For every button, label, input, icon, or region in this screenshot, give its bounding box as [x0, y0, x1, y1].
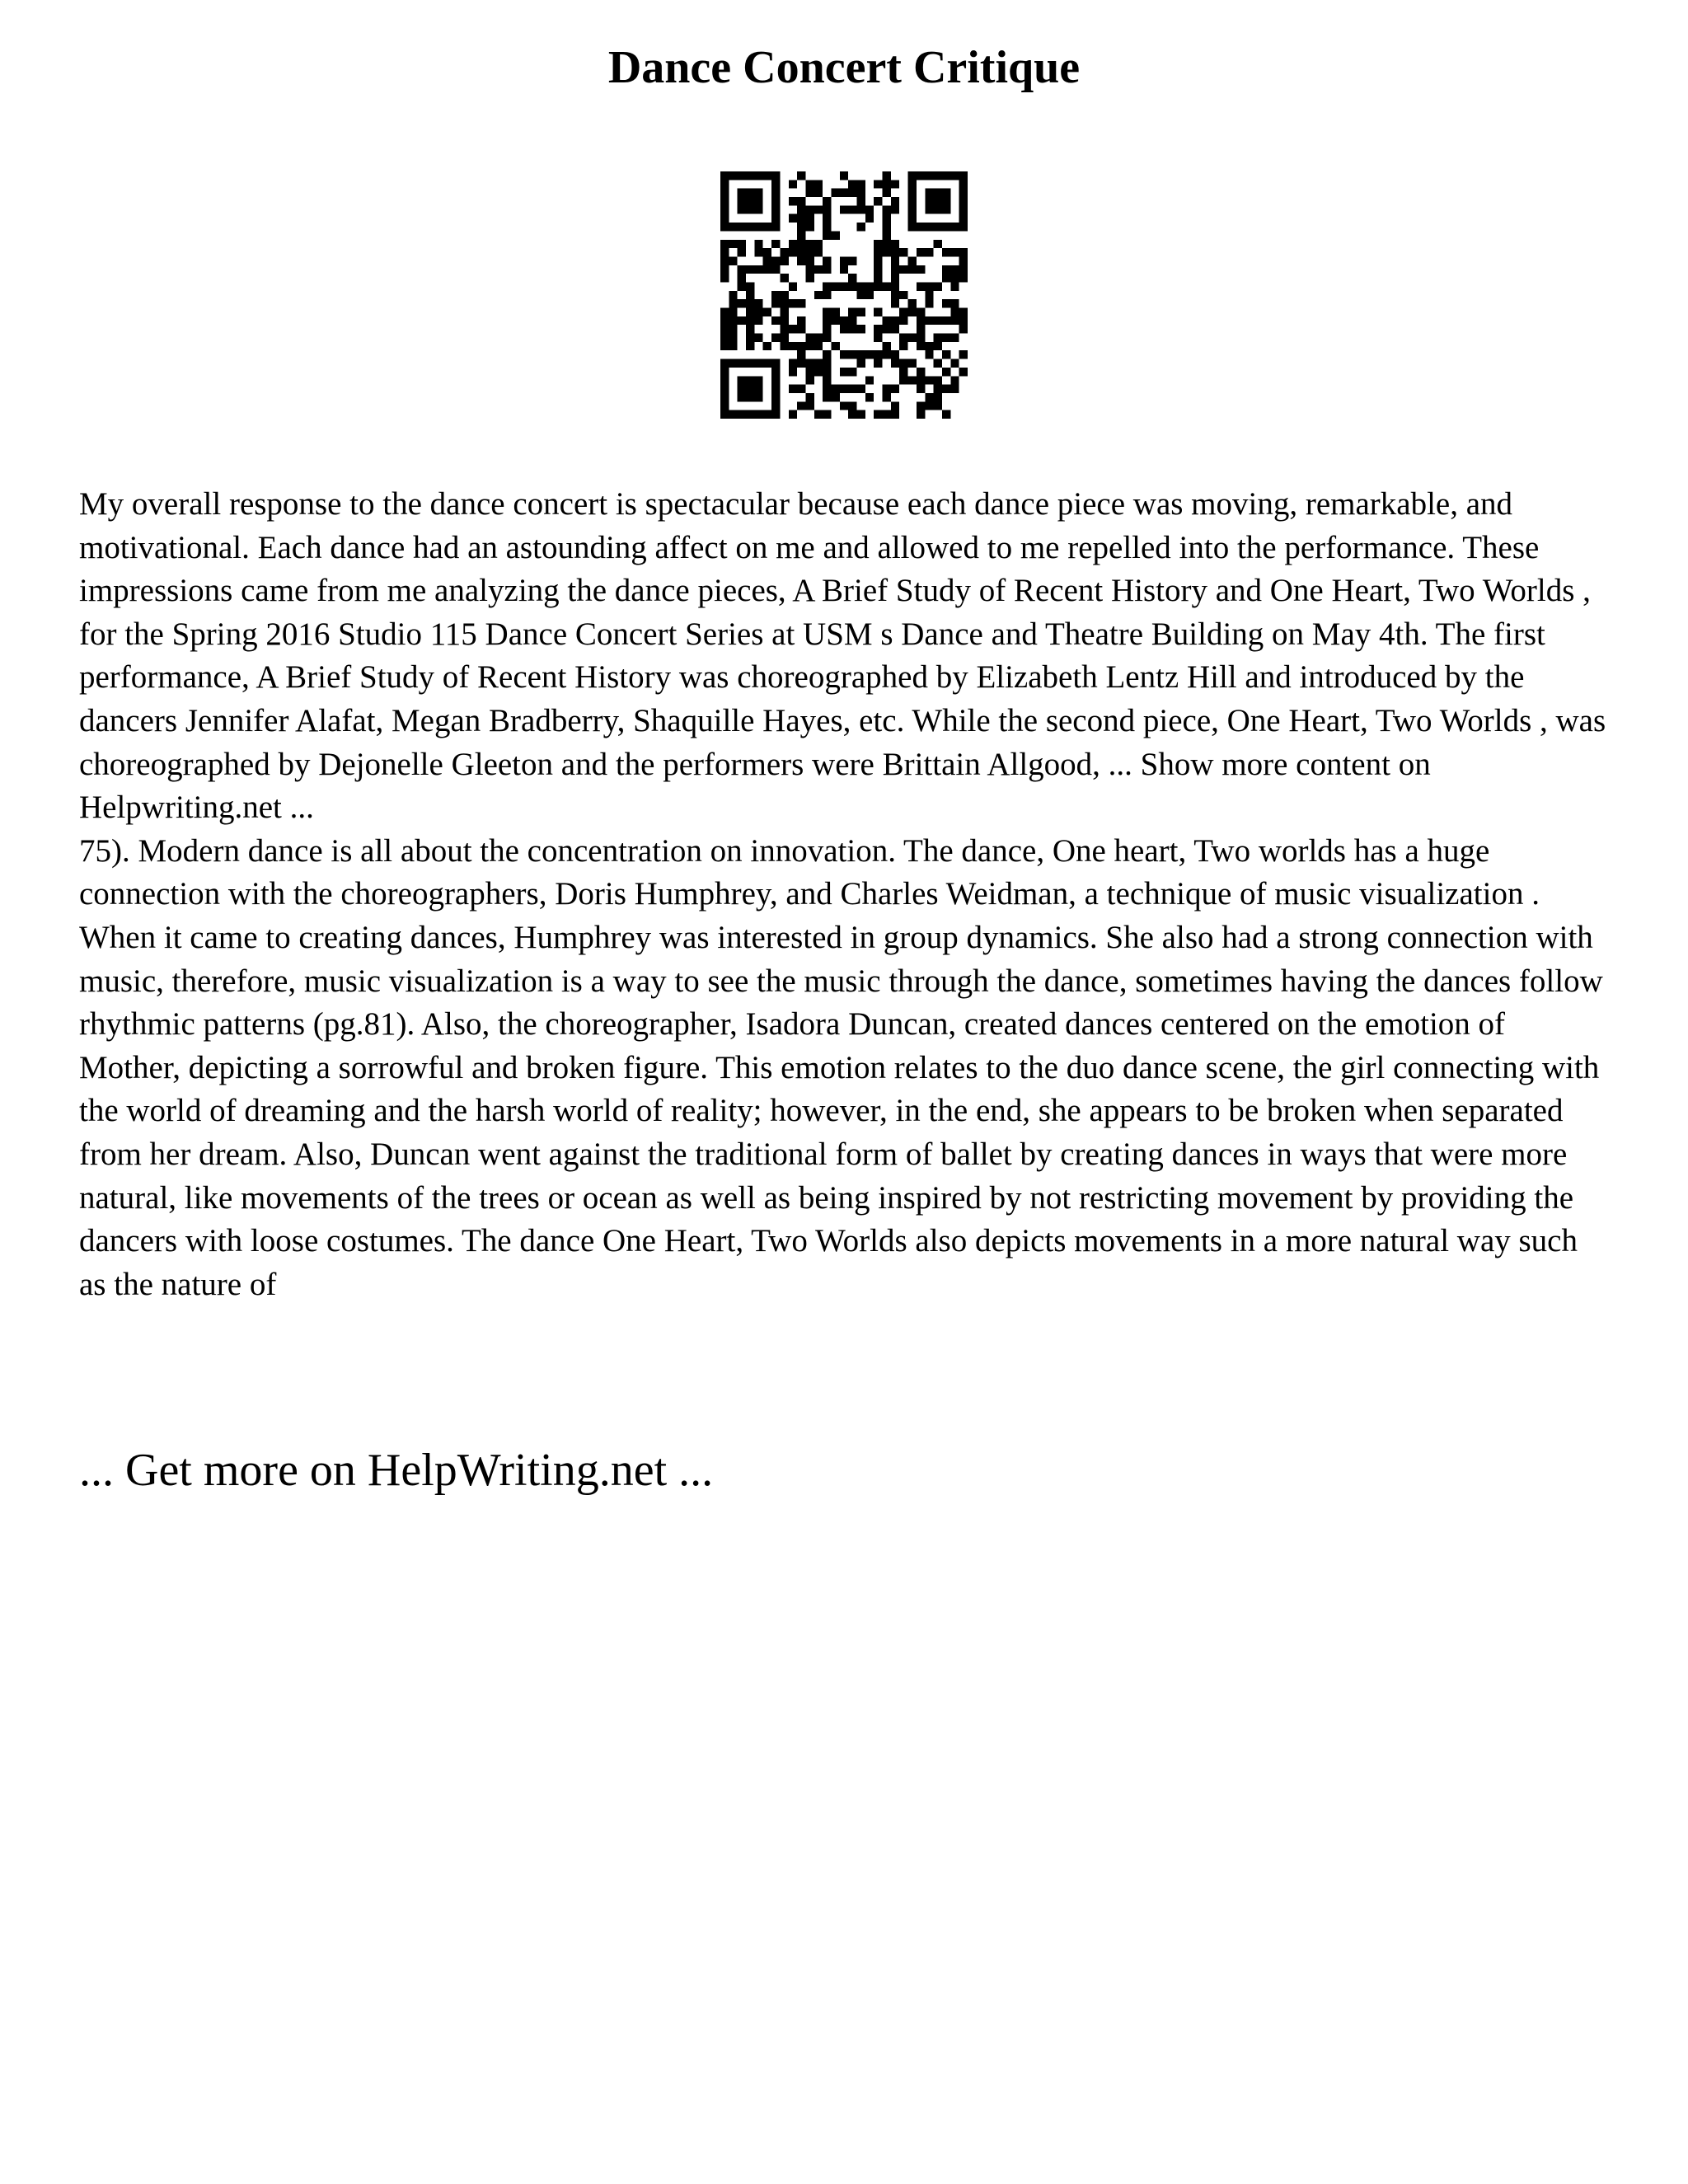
- paragraph-1: My overall response to the dance concert is spectacular because each dance piece was moving, remarkable, and motivational. Each dance had an astounding affect on me and allowed to me repelled into the performance. These impressions came from me analyzing the dance pieces, A Brief Study of Recent History and One Heart, Two Worlds , for the Spring 2016 Studio 115 Dance Concert Series at USM s Dance and Theatre Building on May 4th. The first performance, A Brief Study of Recent History was choreographed by Elizabeth Lentz Hill and introduced by the dancers Jennifer Alafat, Megan Bradberry, Shaquille Hayes, etc. While the second piece, One Heart, Two Worlds , was choreographed by Dejonelle Gleeton and the performers were Brittain Allgood, ... Show more content on Helpwriting.net ...: [79, 486, 1606, 826]
- qr-code-icon: [720, 171, 968, 419]
- paragraph-2: 75). Modern dance is all about the concentration on innovation. The dance, One heart, Two worlds has a huge connection with the choreographers, Doris Humphrey, and Charles Weidman, a technique of music visualization . When it came to creating dances, Humphrey was interested in group dynamics. She also had a strong connection with music, therefore, music visualization is a way to see the music through the dance, sometimes having the dances follow rhythmic patterns (pg.81). Also, the choreographer, Isadora Duncan, created dances centered on the emotion of Mother, depicting a sorrowful and broken figure. This emotion relates to the duo dance scene, the girl connecting with the world of dreaming and the harsh world of reality; however, in the end, she appears to be broken when separated from her dream. Also, Duncan went against the traditional form of ballet by creating dances in ways that were more natural, like movements of the trees or ocean as well as being inspired by not restricting movement by providing the dancers with loose costumes. The dance One Heart, Two Worlds also depicts movements in a more natural way such as the nature of: [79, 832, 1603, 1302]
- article-body: [79, 483, 1612, 1306]
- page-title: Dance Concert Critique: [607, 42, 1081, 93]
- qr-code-graphic: [720, 171, 968, 419]
- get-more-link[interactable]: ... Get more on HelpWriting.net ...: [79, 1445, 714, 1496]
